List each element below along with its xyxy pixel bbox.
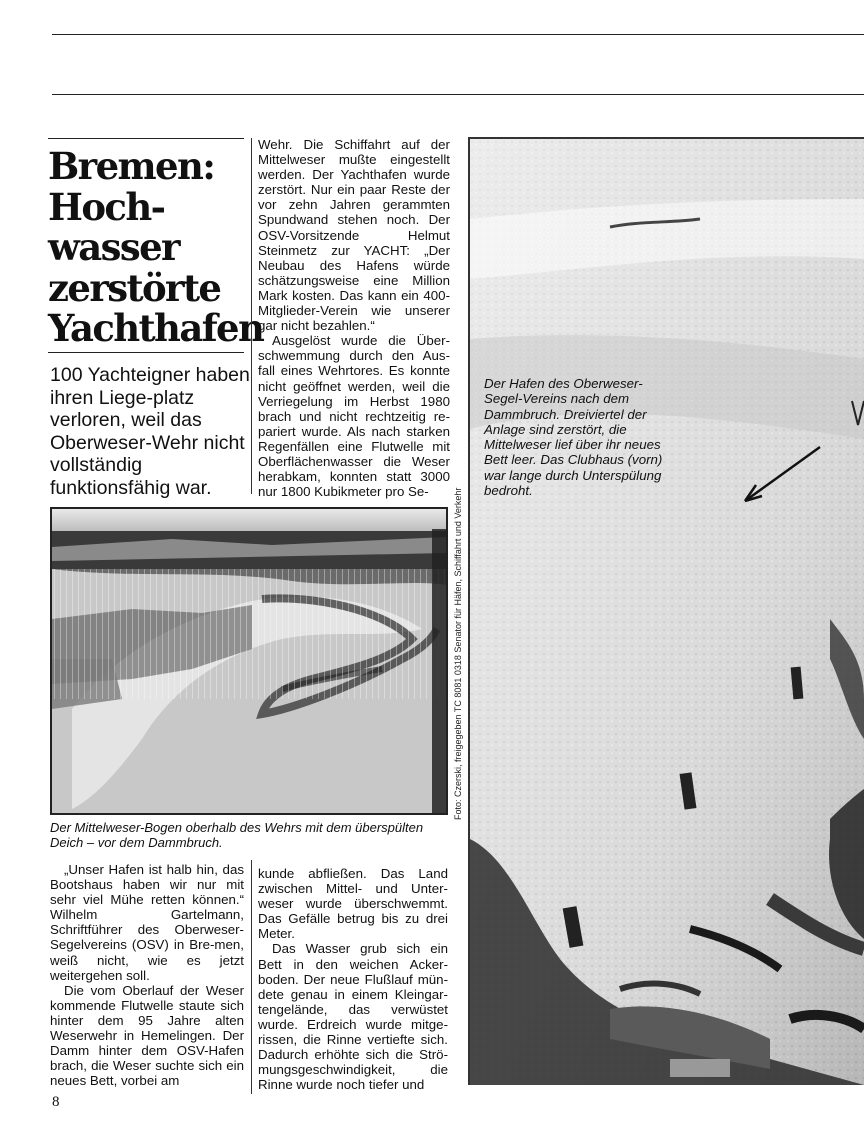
paragraph: kunde abfließen. Das Land zwischen Mittel- und Unter-weser wurde überschwemmt. Das Gefälle betrug bis zu drei Meter.: [258, 866, 448, 942]
column-divider-top: [251, 138, 252, 494]
paragraph: Die vom Oberlauf der Weser kommende Flutwelle staute sich hinter dem 95 Jahre alten Weserwehr in Hemelingen. Der Damm hinter dem OSV-Hafen brach, die Weser suchte sich ein neues Bett, vorbei am: [50, 982, 244, 1089]
paragraph: Wehr. Die Schiffahrt auf der Mittelweser mußte eingestellt werden. Der Yachthafen wurde zerstört. Nur ein paar Reste der vor zehn Jahren gerammten Spundwand stehen noch. Der OSV-Vorsitzende Helmut Steinmetz zur YACHT: „Der Neubau des Hafens würde schätzungsweise eine Million Mark kosten. Das kann ein 400-Mitglieder-Verein wie unserer gar nicht bezahlen.“: [258, 137, 450, 334]
photo-credit: Foto: Czerski, freigegeben TC 8081 0318 Senator für Häfen, Schiffahrt und Verkehr: [453, 487, 463, 820]
article-column-bottom-left: [50, 862, 244, 1088]
column-divider-bottom: [251, 860, 252, 1094]
harbour-aerial-photo-image: [470, 139, 864, 1085]
paragraph: „Unser Hafen ist halb hin, das Bootshaus haben wir nur mit sehr viel Mühe retten können.“ Wilhelm Gartelmann, Schriftführer des Oberweser-Segelvereins (OSV) in Bre-men, weiß nicht, wie es jetzt weitergehen soll.: [50, 862, 244, 983]
top-rule: [52, 34, 864, 35]
article-column-bottom-right: [258, 866, 448, 1092]
harbour-aerial-photo: [468, 137, 864, 1085]
article-headline: Bremen: Hoch- wasser zerstörte Yachthafen: [48, 144, 264, 350]
article-deck: 100 Yachteigner haben ihren Liege-platz verloren, weil das Oberweser-Wehr nicht vollständig funktionsfähig war.: [50, 364, 250, 499]
paragraph: Ausgelöst wurde die Über-schwemmung durch den Aus-fall eines Wehrtores. Es konnte nicht geöffnet werden, weil die Verriegelung im Herbst 1980 brach und nicht rechtzeitig re-pariert wurde. Als nach starken Regenfällen eine Flutwelle mit Oberflächenwasser die Weser herabkam, konnten statt 3000 nur 1800 Kubikmeter pro Se-: [258, 333, 450, 500]
second-rule: [52, 94, 864, 95]
headline-bottom-rule: [48, 352, 244, 353]
weser-bend-photo-image: [52, 509, 446, 813]
article-column-top: [258, 137, 450, 499]
headline-top-rule: [48, 138, 244, 139]
page-number: 8: [52, 1094, 60, 1110]
photo-caption-left: Der Mittelweser-Bogen oberhalb des Wehrs mit dem überspülten Deich – vor dem Dammbruch.: [50, 820, 424, 851]
paragraph: Das Wasser grub sich ein Bett in den weichen Acker-boden. Der neue Flußlauf mün-dete genau in einem Kleingar-tengelände, das verwüstet wurde. Erdreich wurde mitge-rissen, die Rinne vertiefte sich. Dadurch erhöhte sich die Strö-mungsgeschwindigkeit, die Rinne wurde noch tiefer und: [258, 941, 448, 1093]
photo-caption-right: Der Hafen des Oberweser-Segel-Vereins nach dem Dammbruch. Dreiviertel der Anlage sind zerstört, die Mittelweser lief über ihr neues Bett leer. Das Clubhaus (vorn) war lange durch Unterspülung bedroht.: [484, 376, 663, 499]
weser-bend-photo: [50, 507, 448, 815]
